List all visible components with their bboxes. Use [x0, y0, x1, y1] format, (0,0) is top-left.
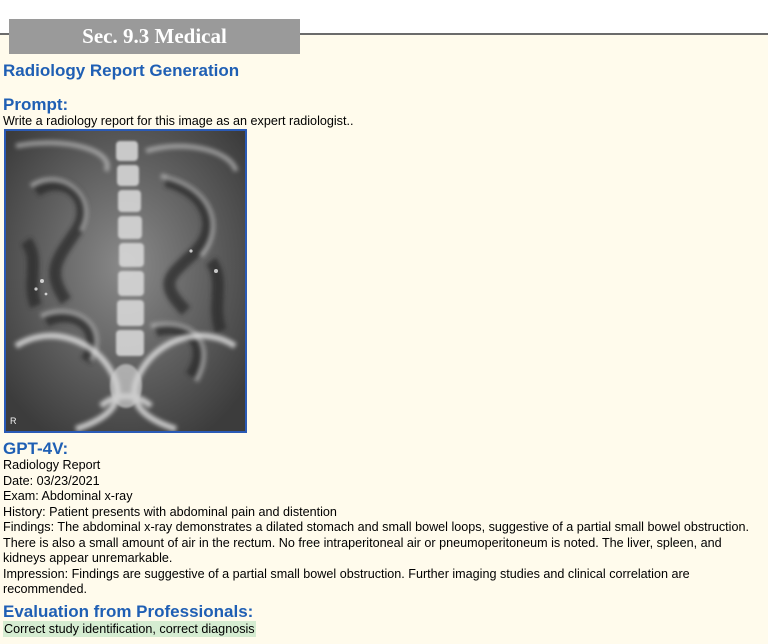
- task-title: Radiology Report Generation: [3, 61, 240, 80]
- xray-graphic: [6, 131, 245, 431]
- response-line: Exam: Abdominal x-ray: [3, 489, 133, 503]
- prompt-heading: Prompt:: [3, 95, 69, 114]
- response-line: Date: 03/23/2021: [3, 473, 100, 488]
- response-line: History: Patient presents with abdominal pain and distention: [3, 504, 337, 519]
- laterality-marker: R: [10, 416, 17, 426]
- section-badge: Sec. 9.3 Medical: [9, 19, 300, 54]
- response-line: Impression: Findings are suggestive of a partial small bowel obstruction. Further imaging studies and clinical correlation are recommended.: [3, 566, 690, 596]
- response-line: Findings: The abdominal x-ray demonstrates a dilated stomach and small bowel loops, suggestive of a partial small bowel obstruction. There is also a small amount of air in the rectum. No free intraperitoneal air or pneumoperitoneum is noted. The liver, spleen, and kidneys appear unremarkable.: [3, 520, 749, 565]
- response-heading: GPT-4V:: [3, 439, 69, 458]
- response-body: [3, 458, 765, 598]
- evaluation-heading: Evaluation from Professionals:: [3, 602, 254, 621]
- response-line: Radiology Report: [3, 458, 101, 472]
- evaluation-text: Correct study identification, correct diagnosis: [4, 622, 255, 636]
- prompt-text: Write a radiology report for this image as an expert radiologist..: [3, 114, 354, 128]
- abdominal-xray-image: [4, 129, 247, 433]
